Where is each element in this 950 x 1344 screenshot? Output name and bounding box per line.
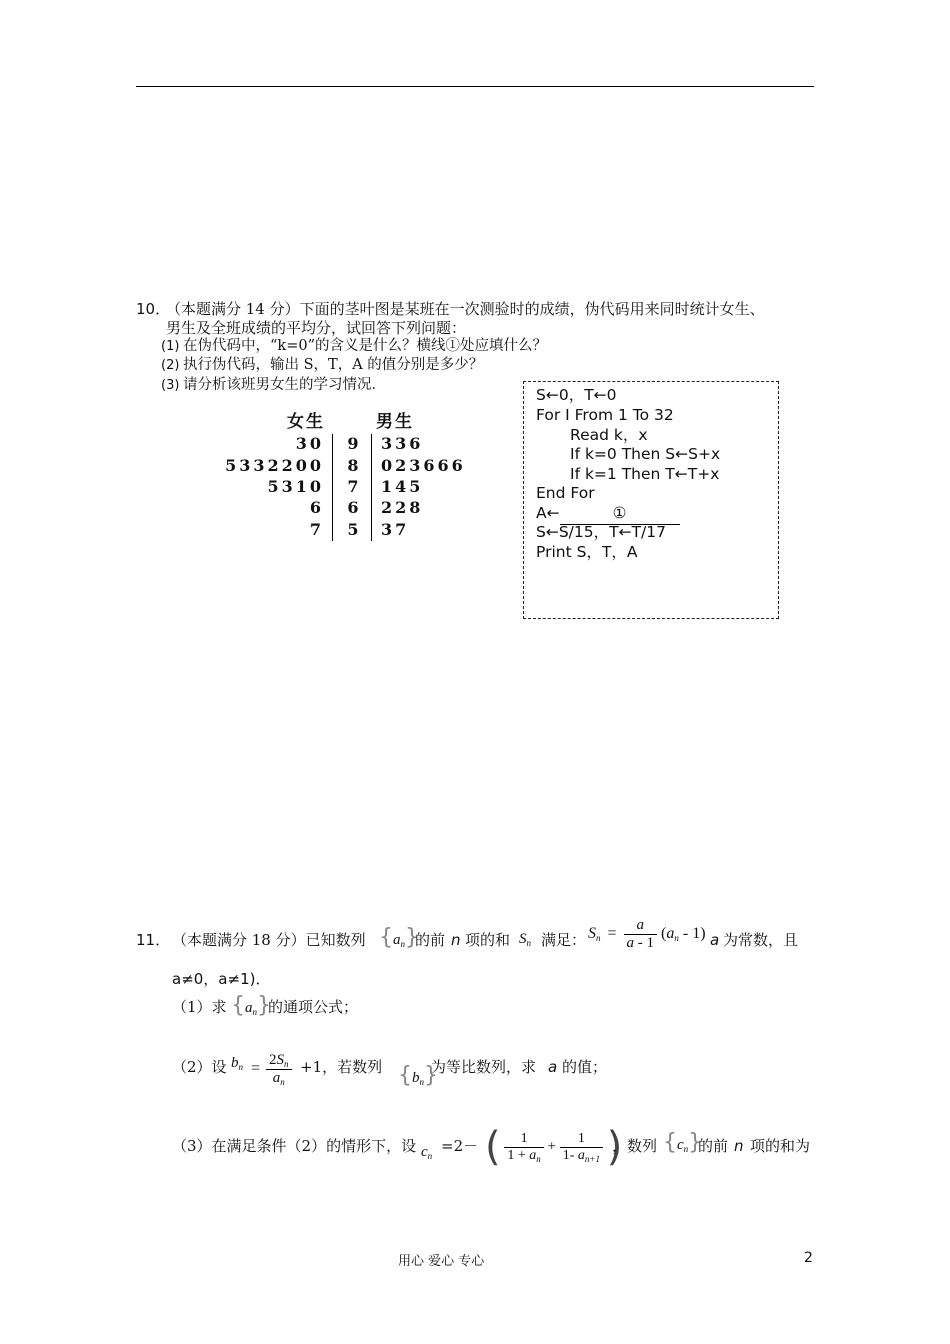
stem-9: 9 — [347, 434, 359, 453]
q11-part2-c: 为等比数列，求 — [431, 1058, 537, 1076]
q11-intro-d: 满足： — [541, 931, 587, 949]
symbol-S-n: $S_n$ — [519, 931, 531, 948]
blank-mark: ① — [612, 504, 627, 522]
q10-part3-text: 请分析该班男女生的学习情况． — [183, 377, 386, 393]
code-line-4: If k=0 Then S←S+x — [570, 445, 721, 463]
brace-a-n-2: {an} — [231, 993, 271, 1018]
male-leaves-7: 145 — [381, 477, 424, 496]
page-number: 2 — [804, 1250, 813, 1266]
q11-number: 11． — [136, 931, 171, 949]
q11-part3-e: 项的和为 — [750, 1137, 811, 1155]
code-line-6: End For — [536, 484, 595, 502]
q10-number: 10． — [136, 300, 171, 318]
code-line-1: S←0，T←0 — [536, 386, 617, 404]
q11-part2-b: +1，若数列 — [300, 1058, 383, 1076]
formula-cn: ( $\frac{1}{1 + a_n}$ + $\frac{1}{1- a_{n+1}}$ ) — [485, 1124, 623, 1170]
code-line-7 — [536, 504, 680, 525]
female-header: 女生 — [287, 412, 325, 432]
symbol-c-n: $c_n$ — [421, 1144, 433, 1161]
q11-intro-a: （本题满分 18 分）已知数列 — [172, 931, 366, 949]
fraction-1-over-1-minus-an1: $\frac{1}{1- a_{n+1}}$ — [560, 1131, 603, 1164]
q10-part1-text: 在伪代码中，“k=0”的含义是什么？横线①处应填什么？ — [183, 338, 547, 354]
q11-part3-a: （3）在满足条件（2）的情形下，设 — [172, 1137, 417, 1155]
code-line-8: S←S/15，T←T/17 — [536, 523, 666, 541]
q11-condition: a≠0，a≠1)． — [172, 970, 271, 988]
q11-part3-c: ，数列 — [612, 1137, 658, 1155]
q10-part2-label: (2) — [161, 358, 180, 373]
stem-8: 8 — [347, 456, 359, 475]
q11-part2-a: （2）设 — [172, 1058, 227, 1076]
brace-a-n: {an} — [379, 925, 419, 950]
fraction-a-over-a-minus-1: $\frac{a}{a - 1}$ — [624, 917, 658, 952]
header-rule — [136, 86, 814, 87]
q10-part2-text: 执行伪代码，输出 S，T，A 的值分别是多少？ — [183, 357, 484, 373]
symbol-b-n: $b_n$ — [231, 1055, 243, 1072]
stem-left-line — [332, 434, 333, 541]
code-line-7-text: A← — [536, 504, 560, 522]
q11-intro-b: 的前 — [415, 931, 446, 949]
answer-blank — [560, 504, 680, 525]
female-leaves-9: 30 — [295, 434, 324, 453]
stem-5: 5 — [347, 520, 359, 539]
q10-line2: 男生及全班成绩的平均分，试回答下列问题： — [166, 319, 467, 337]
female-leaves-5: 7 — [309, 520, 324, 539]
formula-Sn: Sn = $\frac{a}{a - 1}$ (an - 1) — [588, 917, 706, 951]
male-leaves-9: 336 — [381, 434, 424, 453]
fraction-1-over-1-plus-an: $\frac{1}{1 + a_n}$ — [504, 1131, 543, 1164]
q11-part3-b: =2－ — [441, 1137, 479, 1155]
brace-b-n: {bn} — [398, 1063, 438, 1088]
stem-right-line — [371, 434, 372, 541]
female-leaves-8: 5332200 — [225, 456, 324, 475]
q10-line1: （本题满分 14 分）下面的茎叶图是某班在一次测验时的成绩，伪代码用来同时统计女生、 — [166, 300, 765, 318]
fraction-2Sn-over-an: $\frac{2S_n}{a_n}$ — [266, 1052, 292, 1087]
q11-part2-d: 的值； — [562, 1058, 608, 1076]
q11-part3-n: n — [734, 1137, 744, 1155]
code-line-2: For I From 1 To 32 — [536, 406, 674, 424]
male-header: 男生 — [376, 412, 414, 432]
male-leaves-8: 023666 — [381, 456, 466, 475]
code-line-5: If k=1 Then T←T+x — [570, 465, 720, 483]
q10-part1-label: (1) — [161, 339, 180, 354]
brace-c-n: {cn} — [663, 1130, 703, 1155]
formula-bn: = $\frac{2S_n}{a_n}$ — [251, 1052, 292, 1087]
male-leaves-5: 37 — [381, 520, 410, 539]
female-leaves-7: 5310 — [267, 477, 324, 496]
q11-n: n — [451, 931, 461, 949]
female-leaves-6: 6 — [309, 498, 324, 517]
male-leaves-6: 228 — [381, 498, 424, 517]
var-a-1: a — [710, 931, 720, 949]
q11-part1-a: （1）求 — [172, 998, 227, 1016]
q11-part1-b: 的通项公式； — [268, 998, 359, 1016]
q10-part3-label: (3) — [161, 378, 180, 393]
stem-6: 6 — [347, 498, 359, 517]
q11-intro-c: 项的和 — [465, 931, 511, 949]
code-line-3: Read k，x — [570, 426, 648, 444]
code-line-9: Print S，T，A — [536, 543, 638, 561]
q11-cont: 为常数，且 — [723, 931, 799, 949]
footer-motto: 用心 爱心 专心 — [398, 1254, 485, 1269]
q11-part3-d: 的前 — [698, 1137, 729, 1155]
stem-7: 7 — [347, 477, 359, 496]
var-a-2: a — [548, 1058, 558, 1076]
